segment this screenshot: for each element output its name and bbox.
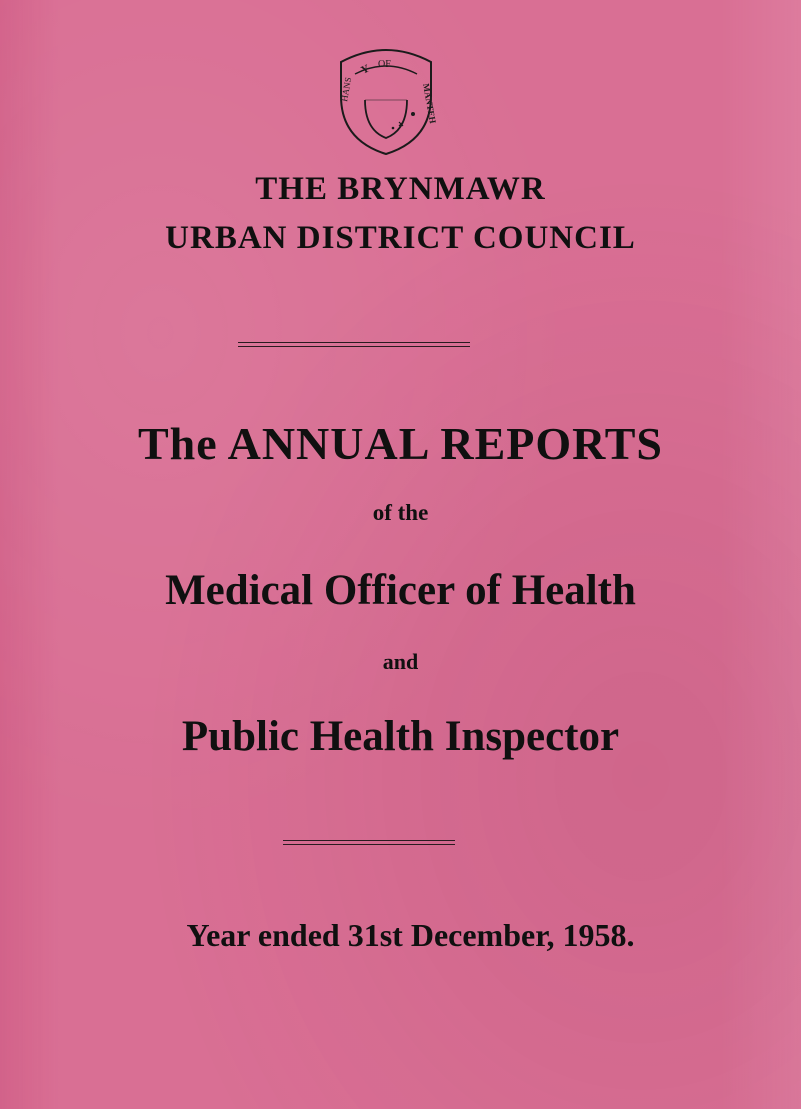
report-period: Year ended 31st December, 1958.	[186, 917, 635, 953]
connector-and: and	[382, 649, 419, 674]
council-name-line1: THE BRYNMAWR	[255, 171, 546, 207]
svg-text:OF: OF	[378, 59, 391, 70]
subject-medical-officer: Medical Officer of Health	[165, 567, 636, 614]
svg-text:Y: Y	[359, 62, 372, 77]
report-title: The ANNUAL REPORTS	[137, 418, 664, 469]
council-crest-icon	[333, 44, 439, 158]
council-name-line2: URBAN DISTRICT COUNCIL	[165, 220, 636, 256]
svg-text:MANTEH: MANTEH	[421, 82, 438, 125]
subject-health-inspector: Public Health Inspector	[181, 713, 620, 760]
divider-rule-bottom	[283, 840, 455, 845]
divider-rule-top	[238, 342, 470, 347]
connector-of-the: of the	[372, 500, 429, 525]
svg-text:HANS: HANS	[339, 76, 354, 103]
